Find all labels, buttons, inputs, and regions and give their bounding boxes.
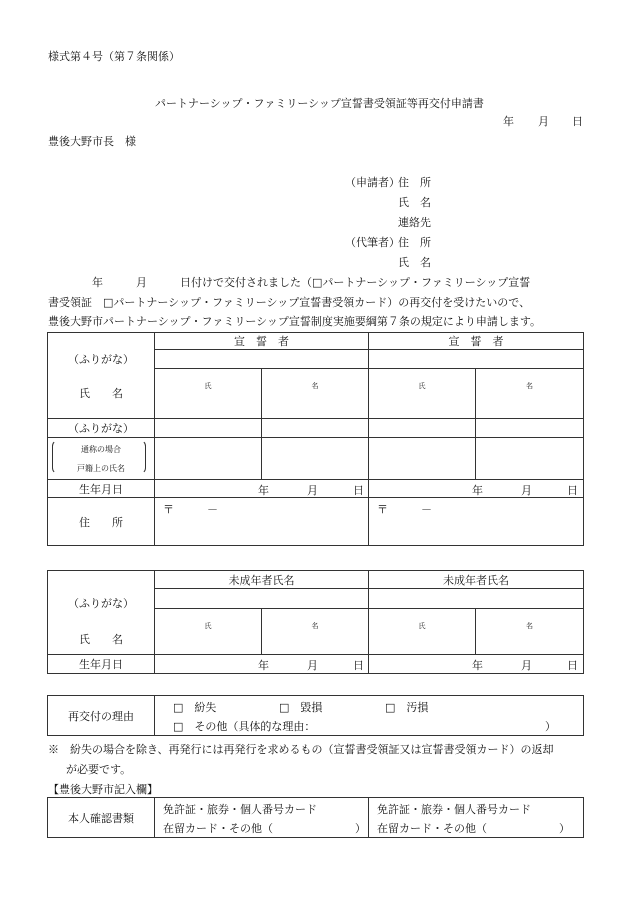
id-doc-types: 免許証・旅券・個人番号カード	[163, 803, 317, 816]
minor-2-sei-field[interactable]: 氏	[369, 609, 476, 655]
declarant-1-alias-furigana-field-2[interactable]	[262, 419, 369, 438]
applicant-tag: （申請者）	[345, 176, 400, 189]
id-doc-table	[47, 797, 584, 838]
postal-mark: 〒 －	[163, 503, 218, 516]
minor-name-label: 氏 名	[79, 633, 123, 646]
note-line-2: が必要です。	[66, 763, 132, 776]
statement-line-1: 年 月 日付けで交付されました（□パートナーシップ・ファミリーシップ宣誓	[48, 276, 531, 289]
reason-damaged-checkbox[interactable]: □ 毀損	[279, 701, 323, 714]
minor-1-furigana-field[interactable]	[155, 589, 369, 609]
declarant-2-furigana-field[interactable]	[369, 350, 584, 369]
minor-2-mei-field[interactable]: 名	[476, 609, 584, 655]
birth-month-label: 月	[307, 484, 318, 497]
alias-label-2: 戸籍上の氏名	[77, 463, 125, 473]
minor-1-sei-field[interactable]: 氏	[155, 609, 262, 655]
id-doc-types: 免許証・旅券・個人番号カード	[377, 803, 531, 816]
statement-line-2: 書受領証 □パートナーシップ・ファミリーシップ宣誓書受領カード）の再交付を受けたいので、	[48, 296, 531, 309]
reason-soiled-checkbox[interactable]: □ 汚損	[385, 701, 429, 714]
birth-month-label: 月	[521, 484, 532, 497]
minor-birthdate-label: 生年月日	[48, 655, 155, 674]
minor-1-header: 未成年者氏名	[155, 571, 369, 589]
minor-2-header: 未成年者氏名	[369, 571, 584, 589]
postal-mark: 〒 －	[377, 503, 432, 516]
id-doc-other: 在留カード・その他（	[163, 822, 273, 835]
proxy-tag: （代筆者）	[345, 236, 400, 249]
addressee: 豊後大野市長 様	[48, 135, 136, 148]
address-label: 住 所	[48, 498, 155, 546]
id-doc-field-2[interactable]	[369, 798, 584, 838]
declarant-2-birthdate-field[interactable]	[369, 480, 584, 498]
declarant-2-sei-field[interactable]: 氏	[369, 369, 476, 419]
note-line-1: ※ 紛失の場合を除き、再発行には再発行を求めるもの（宣誓書受領証又は宣誓書受領カード）の返却	[48, 743, 554, 756]
minor-name-label-cell	[48, 571, 155, 655]
alias-bracket	[52, 440, 146, 474]
alias-furigana-label: （ふりがな）	[48, 419, 155, 438]
birth-year-label: 年	[258, 484, 269, 497]
proxy-address-label: 住 所	[398, 236, 431, 249]
alias-label-1: 通称の場合	[81, 444, 121, 454]
applicant-address-label: 住 所	[398, 176, 431, 189]
declarant-2-alias-name-field[interactable]	[369, 438, 476, 480]
declarant-1-alias-name-field-2[interactable]	[262, 438, 369, 480]
office-heading: 【豊後大野市記入欄】	[48, 783, 158, 796]
reason-table	[47, 695, 584, 736]
reason-options	[155, 696, 584, 736]
declarant-2-alias-furigana-field[interactable]	[369, 419, 476, 438]
declarant-2-address-field[interactable]	[369, 498, 584, 546]
reason-label: 再交付の理由	[48, 696, 155, 736]
reason-lost-checkbox[interactable]: □ 紛失	[173, 701, 217, 714]
declarant-2-alias-name-field-2[interactable]	[476, 438, 584, 480]
id-doc-field-1[interactable]	[155, 798, 369, 838]
form-title: パートナーシップ・ファミリーシップ宣誓書受領証等再交付申請書	[155, 97, 484, 110]
date-year-label: 年	[503, 115, 514, 128]
declarant-1-address-field[interactable]	[155, 498, 369, 546]
reason-other-close: ）	[545, 720, 556, 733]
declarant-2-mei-field[interactable]: 名	[476, 369, 584, 419]
minor-table	[47, 570, 584, 674]
birth-day-label: 日	[353, 484, 364, 497]
name-label: 氏 名	[79, 387, 123, 400]
declarant-1-sei-field[interactable]: 氏	[155, 369, 262, 419]
minor-1-mei-field[interactable]: 名	[262, 609, 369, 655]
birth-month-label: 月	[521, 659, 532, 672]
declarant-1-header: 宣 誓 者	[155, 333, 369, 350]
furigana-label: （ふりがな）	[68, 353, 134, 366]
birth-year-label: 年	[472, 484, 483, 497]
birthdate-label: 生年月日	[48, 480, 155, 498]
birth-day-label: 日	[353, 659, 364, 672]
declarant-table	[47, 332, 584, 546]
proxy-name-label: 氏 名	[398, 256, 431, 269]
date-month-label: 月	[538, 115, 549, 128]
declarant-2-alias-furigana-field-2[interactable]	[476, 419, 584, 438]
id-doc-close: ）	[355, 822, 366, 835]
birth-year-label: 年	[258, 659, 269, 672]
birth-day-label: 日	[567, 484, 578, 497]
applicant-name-label: 氏 名	[398, 196, 431, 209]
applicant-contact-label: 連絡先	[398, 216, 431, 229]
declarant-1-furigana-field[interactable]	[155, 350, 369, 369]
reason-other-checkbox[interactable]: □ その他（具体的な理由：	[173, 720, 316, 733]
declarant-2-header: 宣 誓 者	[369, 333, 584, 350]
birth-month-label: 月	[307, 659, 318, 672]
id-doc-other: 在留カード・その他（	[377, 822, 487, 835]
declarant-1-birthdate-field[interactable]	[155, 480, 369, 498]
birth-day-label: 日	[567, 659, 578, 672]
id-doc-close: ）	[559, 822, 570, 835]
declarant-1-alias-furigana-field[interactable]	[155, 419, 262, 438]
name-label-cell	[48, 333, 155, 419]
statement-line-3: 豊後大野市パートナーシップ・ファミリーシップ宣誓制度実施要綱第７条の規定により申請します。	[48, 315, 542, 328]
minor-1-birthdate-field[interactable]	[155, 655, 369, 674]
minor-2-furigana-field[interactable]	[369, 589, 584, 609]
declarant-1-alias-name-field[interactable]	[155, 438, 262, 480]
declarant-1-mei-field[interactable]: 名	[262, 369, 369, 419]
date-day-label: 日	[572, 115, 583, 128]
birth-year-label: 年	[472, 659, 483, 672]
id-doc-label: 本人確認書類	[48, 798, 155, 838]
minor-2-birthdate-field[interactable]	[369, 655, 584, 674]
minor-furigana-label: （ふりがな）	[68, 597, 134, 610]
form-number: 様式第４号（第７条関係）	[48, 50, 180, 63]
